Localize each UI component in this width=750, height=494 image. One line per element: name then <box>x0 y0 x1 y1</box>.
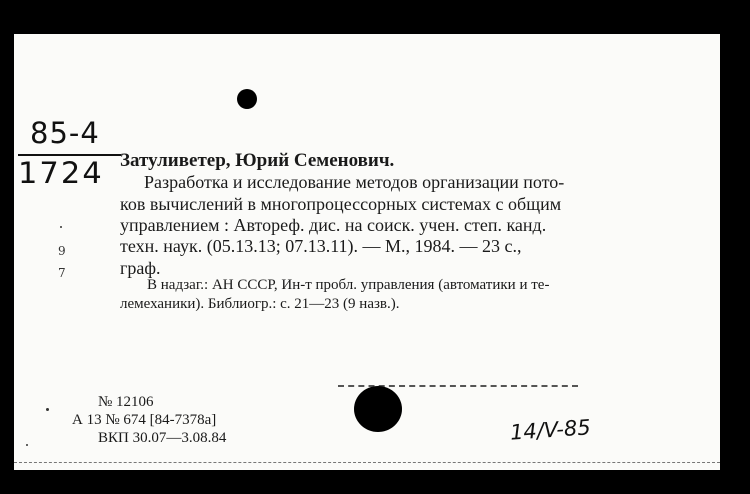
catalog-card <box>14 34 720 470</box>
accession-number: № 12106 <box>98 394 154 410</box>
margin-mark-2: 7 <box>58 266 66 280</box>
handwritten-date: 14/V-85 <box>509 415 592 445</box>
entry-note-line-1: В надзаг.: АН СССР, Ин-т пробл. управления (автоматики и те- <box>147 277 550 293</box>
entry-body-line-1: Разработка и исследование методов организации пото- <box>144 172 565 192</box>
accession-order: А 13 № 674 [84-7378а] <box>72 412 217 428</box>
entry-heading: Затуливетер, Юрий Семенович. <box>120 150 395 171</box>
entry-body-line-3: управлением : Автореф. дис. на соиск. учен. степ. канд. <box>120 215 547 235</box>
entry-body-line-5: граф. <box>120 258 161 278</box>
speck <box>26 444 28 446</box>
entry-body-line-4: техн. наук. (05.13.13; 07.13.11). — М., 1984. — 23 с., <box>120 236 522 256</box>
punch-hole-top <box>237 89 257 109</box>
entry-note-line-2: лемеханики). Библиогр.: с. 21—23 (9 назв.). <box>120 296 400 312</box>
punch-hole-bottom <box>354 386 402 432</box>
card-bottom-rule <box>14 462 720 463</box>
call-number-top: 85-4 <box>30 116 100 150</box>
margin-mark-1: 9 <box>58 244 66 258</box>
accession-vkp: ВКП 30.07—3.08.84 <box>98 430 227 446</box>
call-number-bottom: 1724 <box>17 156 104 190</box>
speck <box>60 226 62 228</box>
speck <box>46 408 49 411</box>
entry-body-line-2: ков вычислений в многопроцессорных системах с общим <box>120 194 562 214</box>
